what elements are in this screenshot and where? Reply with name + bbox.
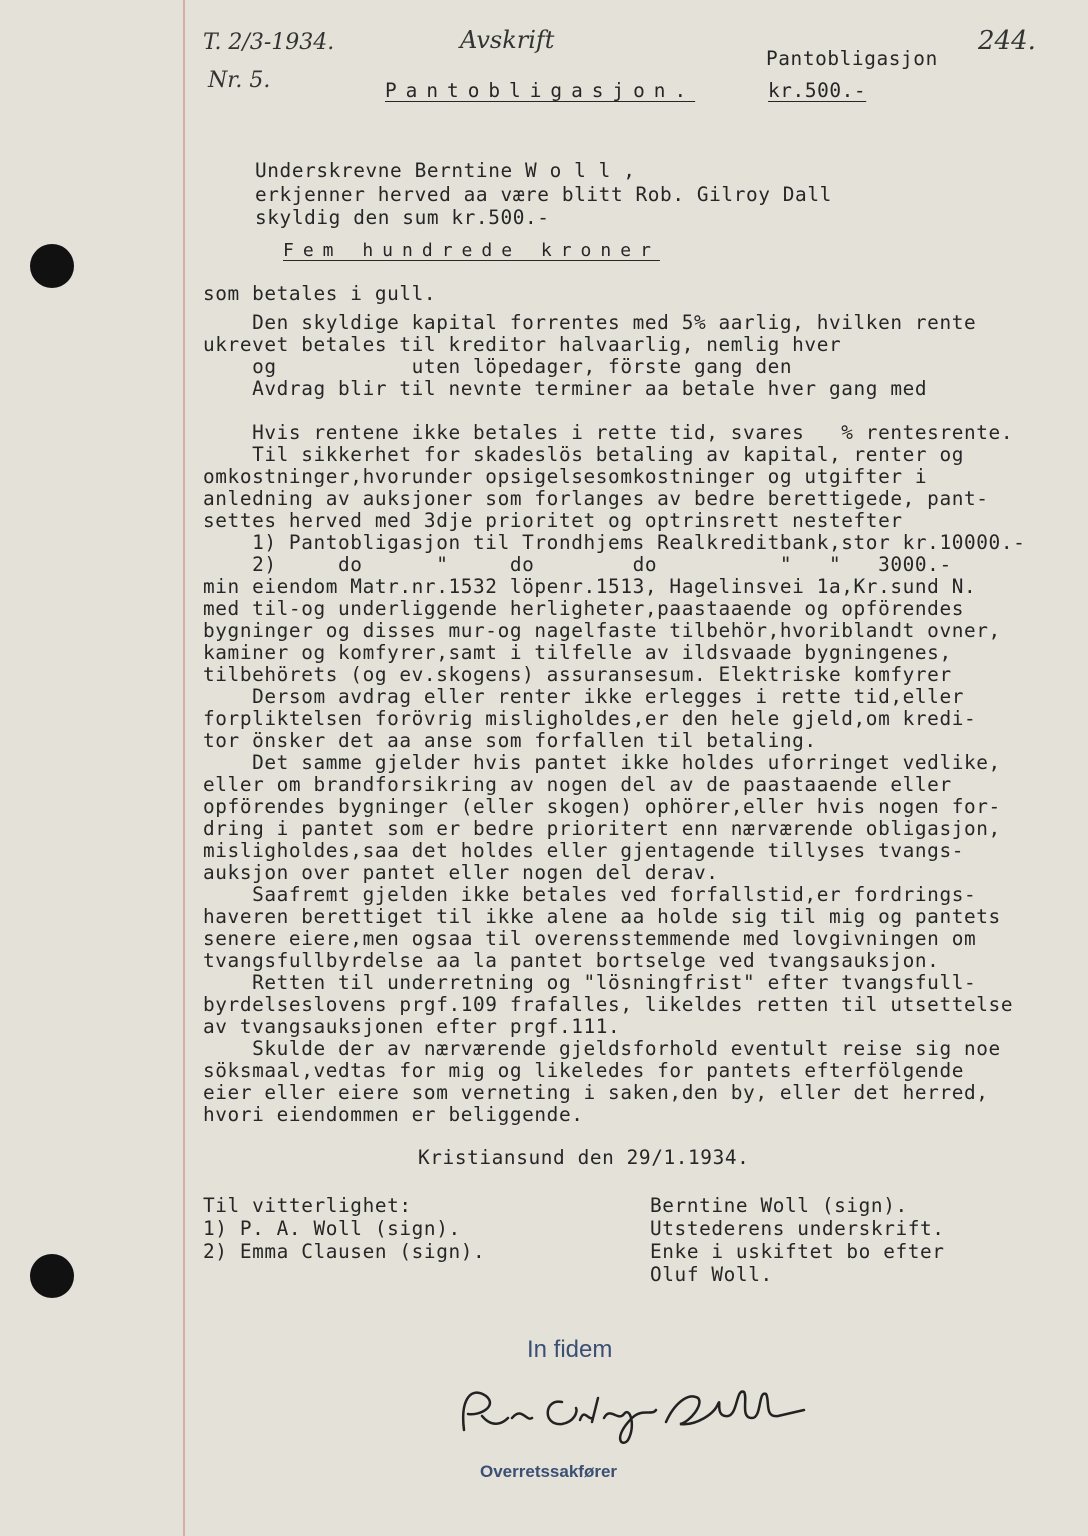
body-line: omkostninger,hvorunder opsigelsesomkostninger og utgifter i xyxy=(203,465,928,488)
witness-1: 1) P. A. Woll (sign). xyxy=(203,1217,461,1240)
date-note: T. 2/3-1934. xyxy=(203,30,335,55)
body-line: haveren berettiget til ikke alene aa holde sig til mig og pantets xyxy=(203,905,1001,928)
opening-line-3: skyldig den sum kr.500.- xyxy=(255,206,550,229)
body-line: eller om brandforsikring av nogen del av de paastaaende eller xyxy=(203,773,952,796)
body-line: opförendes bygninger (eller skogen) ophörer,eller hvis nogen for- xyxy=(203,795,1001,818)
witness-heading: Til vitterlighet: xyxy=(203,1194,412,1217)
body-line: hvori eiendommen er beliggende. xyxy=(203,1103,584,1126)
opening-line-2: erkjenner herved aa være blitt Rob. Gilroy Dall xyxy=(255,183,832,206)
body-line: senere eiere,men ogsaa til overensstemmende med lovgivningen om xyxy=(203,927,977,950)
doc-type-label: Pantobligasjon xyxy=(766,47,938,70)
body-line: og uten löpedager, förste gang den xyxy=(203,355,793,378)
lawyer-title-stamp: Overretssakfører xyxy=(480,1462,618,1481)
binder-hole-top xyxy=(30,244,74,288)
body-line: auksjon over pantet eller nogen del derav. xyxy=(203,861,719,884)
body-line: Hvis rentene ikke betales i rette tid, svares % rentesrente. xyxy=(203,421,1014,444)
body-line: byrdelseslovens prgf.109 frafalles, likeldes retten til utsettelse xyxy=(203,993,1014,1016)
body-line: 2) do " do do " " 3000.- xyxy=(203,553,952,576)
body-line: misligholdes,saa det holdes eller gjentagende tillyses tvangs- xyxy=(203,839,964,862)
body-line: forpliktelsen forövrig misligholdes,er den hele gjeld,om kredi- xyxy=(203,707,977,730)
place-date: Kristiansund den 29/1.1934. xyxy=(418,1146,750,1169)
body-line: Saafremt gjelden ikke betales ved forfallstid,er fordrings- xyxy=(203,883,977,906)
body-line: av tvangsauksjonen efter prgf.111. xyxy=(203,1015,621,1038)
body-line: tilbehörets (og ev.skogens) assuransesum. Elektriske komfyrer xyxy=(203,663,952,686)
issuer-line-4: Oluf Woll. xyxy=(650,1263,773,1286)
in-fidem-stamp: In fidem xyxy=(527,1336,613,1363)
binder-hole-bottom xyxy=(30,1254,74,1298)
body-line: Retten til underretning og "lösningfrist" efter tvangsfull- xyxy=(203,971,977,994)
body-line: med til-og underliggende herligheter,paastaaende og opförendes xyxy=(203,597,964,620)
body-line: Skulde der av nærværende gjeldsforhold eventult reise sig noe xyxy=(203,1037,1001,1060)
body-line: ukrevet betales til kreditor halvaarlig, nemlig hver xyxy=(203,333,842,356)
witness-2: 2) Emma Clausen (sign). xyxy=(203,1240,486,1263)
issuer-line-1: Berntine Woll (sign). xyxy=(650,1194,908,1217)
issuer-line-2: Utstederens underskrift. xyxy=(650,1217,945,1240)
body-line: settes herved med 3dje prioritet og optrinsrett nestefter xyxy=(203,509,903,532)
body-line: Det samme gjelder hvis pantet ikke holdes uforringet vedlike, xyxy=(203,751,1001,774)
body-line: Dersom avdrag eller renter ikke erlegges i rette tid,eller xyxy=(203,685,964,708)
body-line: Til sikkerhet for skadeslös betaling av kapital, renter og xyxy=(203,443,964,466)
body-line: söksmaal,vedtas for mig og likeledes for pantets efterfölgende xyxy=(203,1059,964,1082)
body-line: Avdrag blir til nevnte terminer aa betale hver gang med xyxy=(203,377,928,400)
body-line: tvangsfullbyrdelse aa la pantet bortselge ved tvangsauksjon. xyxy=(203,949,940,972)
body-line: tor önsker det aa anse som forfallen til betaling. xyxy=(203,729,817,752)
body-line: min eiendom Matr.nr.1532 löpenr.1513, Hagelinsvei 1a,Kr.sund N. xyxy=(203,575,977,598)
header-amount: kr.500.- xyxy=(768,79,867,102)
document-title: Pantobligasjon. xyxy=(385,79,696,102)
page-number: 244. xyxy=(978,26,1036,56)
body-line: bygninger og disses mur-og nagelfaste tilbehör,hvoriblandt ovner, xyxy=(203,619,1001,642)
body-line: anledning av auksjoner som forlanges av bedre berettigede, pant- xyxy=(203,487,989,510)
number-note: Nr. 5. xyxy=(208,68,271,93)
body-line: kaminer og komfyrer,samt i tilfelle av ildsvaade bygningenes, xyxy=(203,641,952,664)
handwritten-signature xyxy=(452,1378,832,1448)
body-line: dring i pantet som er bedre prioritert enn nærværende obligasjon, xyxy=(203,817,1001,840)
amount-in-words: Fem hundrede kroner xyxy=(283,240,660,261)
opening-line-1: Underskrevne Berntine W o l l , xyxy=(255,159,636,182)
copy-mark: Avskrift xyxy=(460,26,555,54)
issuer-line-3: Enke i uskiftet bo efter xyxy=(650,1240,945,1263)
body-line: 1) Pantobligasjon til Trondhjems Realkreditbank,stor kr.10000.- xyxy=(203,531,1026,554)
body-line: eier eller eiere som verneting i saken,den by, eller det herred, xyxy=(203,1081,989,1104)
body-line: Den skyldige kapital forrentes med 5% aarlig, hvilken rente xyxy=(203,311,977,334)
body-line: som betales i gull. xyxy=(203,282,437,305)
margin-rule xyxy=(183,0,185,1536)
